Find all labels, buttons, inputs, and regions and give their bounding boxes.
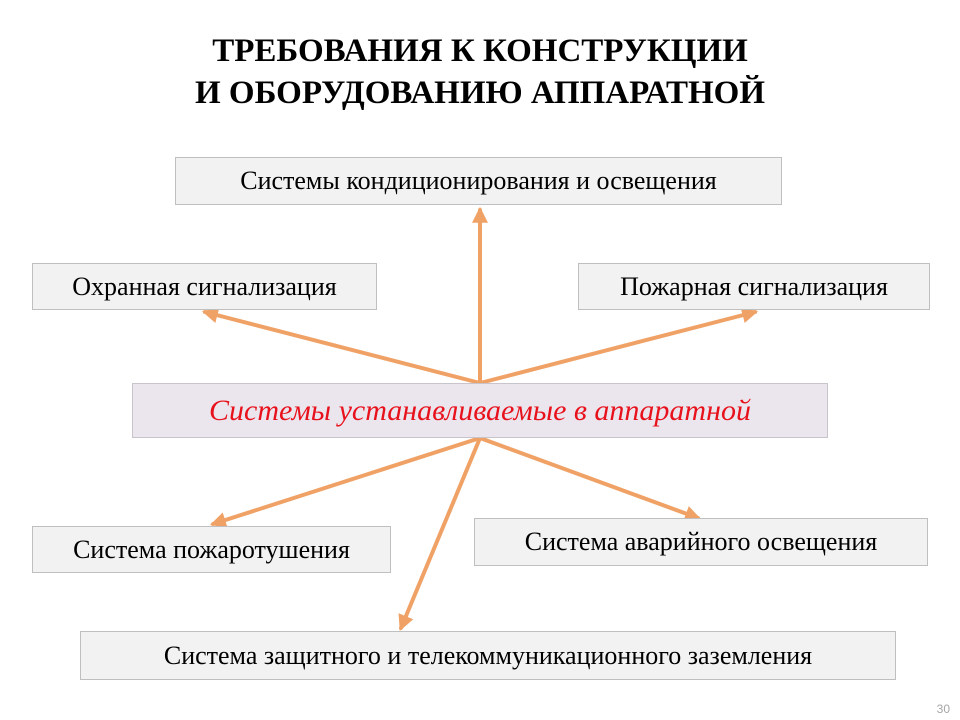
arrow-to-bottom [401,438,480,628]
box-top [175,157,782,205]
page-number: 30 [936,702,950,716]
box-left-upper [32,263,377,310]
box-left-lower-label: Система пожаротушения [73,534,350,564]
box-right-upper [578,263,930,310]
box-bottom-label: Система защитного и телекоммуникационного заземления [163,640,813,670]
box-center-label: Системы устанавливаемые в аппаратной [209,393,751,427]
arrow-to-left-lower [213,438,480,524]
box-left-upper-label: Охранная сигнализация [72,271,337,301]
slide-title-line2: И ОБОРУДОВАНИЮ АППАРАТНОЙ [194,75,765,111]
box-top-label: Системы кондиционирования и освещения [240,166,717,195]
box-center [132,383,828,438]
box-left-lower [32,526,391,573]
box-right-upper-label: Пожарная сигнализация [620,271,888,301]
arrow-to-right-upper [480,312,755,383]
box-bottom [80,631,896,680]
box-right-lower-label: Система аварийного освещения [524,527,878,556]
slide-title-line1: ТРЕБОВАНИЯ К КОНСТРУКЦИИ [212,33,748,69]
arrow-to-right-lower [480,438,698,518]
arrow-to-left-upper [205,312,480,383]
box-right-lower [474,518,928,566]
